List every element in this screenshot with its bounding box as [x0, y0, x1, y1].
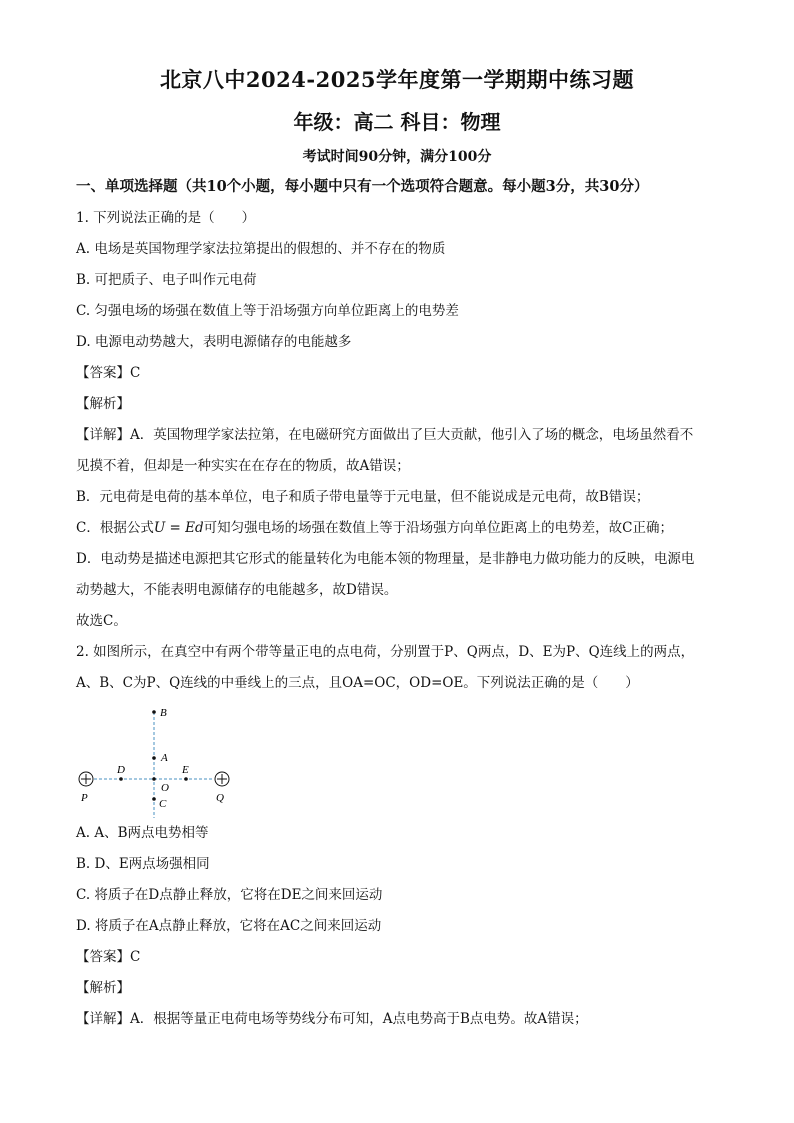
label-b: B	[160, 707, 167, 719]
q1-detail-line: 【详解】A．英国物理学家法拉第，在电磁研究方面做出了巨大贡献，他引入了场的概念，电场虽然看不	[76, 427, 694, 443]
label-a: A	[161, 752, 168, 764]
q1-option-a: A. 电场是英国物理学家法拉第提出的假想的、并不存在的物质	[76, 241, 446, 257]
q1-detail-line: 动势越大，不能表明电源储存的电能越多，故D错误。	[76, 582, 398, 598]
exam-info: 考试时间90分钟，满分100分	[302, 149, 492, 165]
q2-stem: 2. 如图所示，在真空中有两个带等量正电的点电荷，分别置于P、Q两点，D、E为P、Q连线上的两点，	[76, 644, 695, 660]
charge-q-icon	[215, 772, 229, 786]
charge-p-icon	[79, 772, 93, 786]
point-c	[152, 797, 156, 801]
formula: U = Ed	[153, 520, 204, 536]
q1-option-b: B. 可把质子、电子叫作元电荷	[76, 272, 257, 288]
q2-option-c: C. 将质子在D点静止释放，它将在DE之间来回运动	[76, 887, 383, 903]
point-e	[184, 777, 188, 781]
point-d	[119, 777, 123, 781]
q2-option-a: A. A、B两点电势相等	[76, 825, 209, 841]
label-o: O	[161, 782, 169, 794]
label-e: E	[182, 764, 189, 776]
point-a	[152, 756, 156, 760]
point-b	[152, 710, 156, 714]
q1-answer: 【答案】C	[76, 365, 141, 381]
q2-option-d: D. 将质子在A点静止释放，它将在AC之间来回运动	[76, 918, 382, 934]
q1-option-c: C. 匀强电场的场强在数值上等于沿场强方向单位距离上的电势差	[76, 303, 459, 319]
q2-detail-line: 【详解】A．根据等量正电荷电场等势线分布可知，A点电势高于B点电势。故A错误；	[76, 1011, 588, 1027]
q1-conclusion: 故选C。	[76, 613, 127, 629]
label-c: C	[159, 798, 167, 810]
q2-stem: A、B、C为P、Q连线的中垂线上的三点，且OA=OC，OD=OE。下列说法正确的是（ ）	[76, 675, 639, 691]
point-o	[152, 777, 156, 781]
q2-analysis-label: 【解析】	[76, 980, 130, 996]
document-body	[76, 177, 736, 1040]
q1-detail-line: 见摸不着，但却是一种实实在在存在的物质，故A错误；	[76, 458, 410, 474]
q2-answer: 【答案】C	[76, 949, 141, 965]
label-q: Q	[216, 792, 224, 804]
q1-stem: 1. 下列说法正确的是（ ）	[76, 210, 256, 226]
q1-option-d: D. 电源电动势越大，表明电源储存的电能越多	[76, 334, 352, 350]
q1-detail-text: 可知匀强电场的场强在数值上等于沿场强方向单位距离上的电势差，故C正确；	[203, 520, 673, 536]
page-title: 北京八中2024-2025学年度第一学期期中练习题	[159, 67, 635, 92]
q1-detail-line: D．电动势是描述电源把其它形式的能量转化为电能本领的物理量，是非静电力做功能力的反映，电源电	[76, 551, 695, 567]
q1-detail-line: B．元电荷是电荷的基本单位，电子和质子带电量等于元电量，但不能说成是元电荷，故B错误；	[76, 489, 650, 505]
label-d: D	[117, 764, 125, 776]
charge-diagram	[76, 700, 736, 823]
q1-detail-text: C．根据公式	[76, 520, 154, 536]
q2-option-b: B. D、E两点场强相同	[76, 856, 210, 872]
page-subtitle: 年级：高二 科目：物理	[293, 110, 501, 134]
q1-analysis-label: 【解析】	[76, 396, 130, 412]
label-p: P	[81, 792, 88, 804]
charge-diagram-svg	[76, 700, 276, 830]
section-heading: 一、单项选择题（共10个小题，每小题中只有一个选项符合题意。每小题3分，共30分）	[76, 178, 649, 195]
q1-detail-line	[76, 518, 736, 549]
